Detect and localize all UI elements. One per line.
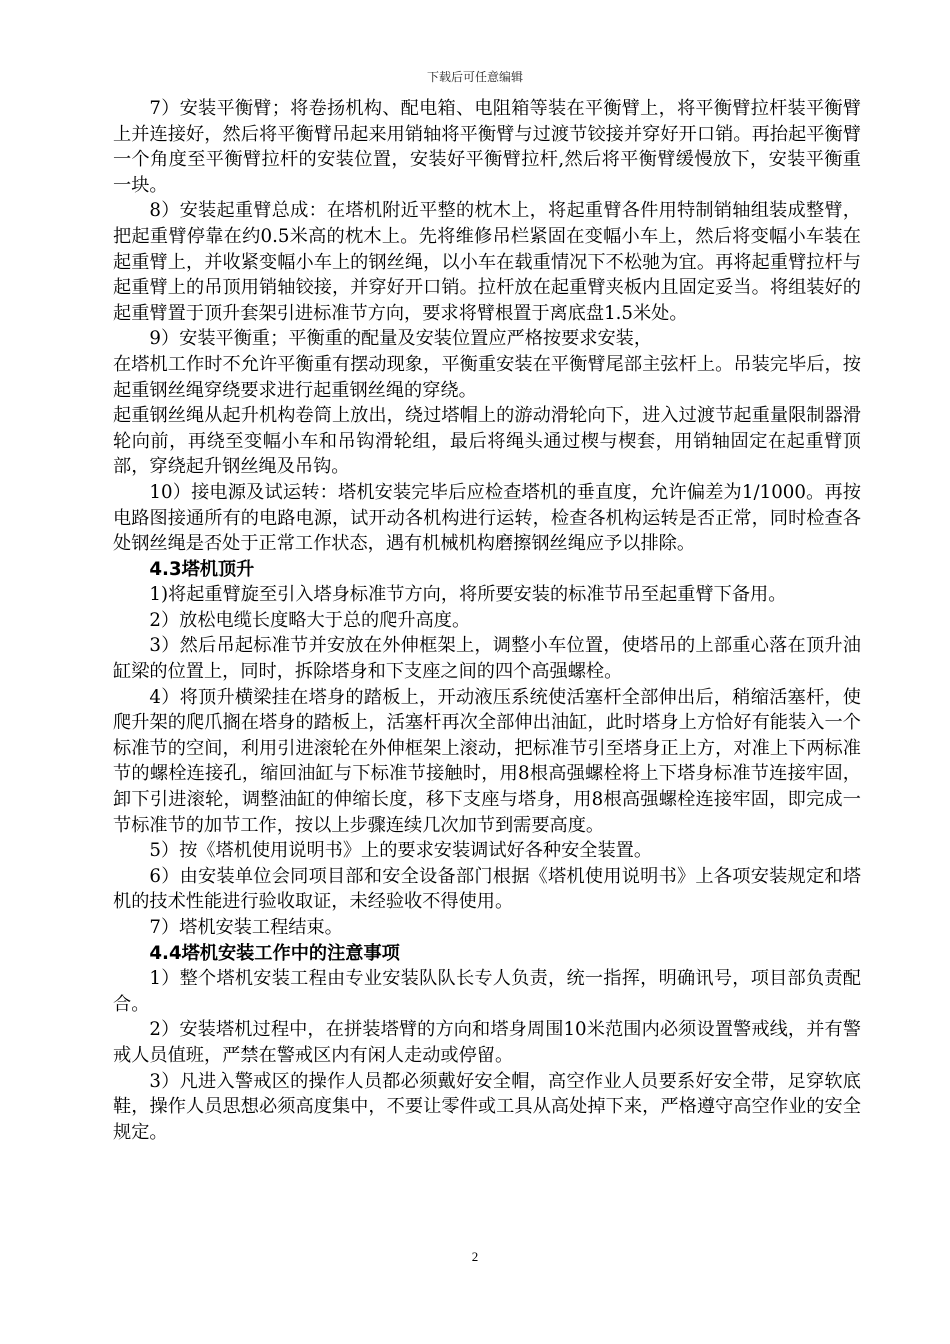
paragraph-jacking-3: 3）然后吊起标准节并安放在外伸框架上，调整小车位置，使塔吊的上部重心落在顶升油缸梁的位置上，同时，拆除塔身和下支座之间的四个高强螺栓。 (113, 635, 861, 683)
paragraph-jacking-1: 1)将起重臂旋至引入塔身标准节方向，将所要安装的标准节吊至起重臂下备用。 (149, 584, 787, 606)
paragraph-counterweight-continued: 在塔机工作时不允许平衡重有摆动现象，平衡重安装在平衡臂尾部主弦杆上。吊装完毕后，按起重钢丝绳穿绕要求进行起重钢丝绳的穿绕。 (113, 353, 861, 401)
paragraph-precaution-1: 1）整个塔机安装工程由专业安装队队长专人负责，统一指挥，明确讯号，项目部负责配合。 (113, 968, 861, 1015)
paragraph-jacking-2: 2）放松电缆长度略大于总的爬升高度。 (149, 609, 471, 631)
page-header: 下载后可任意编辑 (426, 70, 523, 84)
paragraph-jacking-5: 5）按《塔机使用说明书》上的要求安装调试好各种安全装置。 (149, 840, 653, 862)
section-heading-precautions: 4.4塔机安装工作中的注意事项 (149, 942, 400, 964)
page-number: 2 (471, 1249, 479, 1264)
document-body (113, 96, 861, 1145)
paragraph-power-test: 10）接电源及试运转：塔机安装完毕后应检查塔机的垂直度，允许偏差为1/1000。再按电路图接通所有的电路电源，试开动各机构进行运转，检查各机构运转是否正常，同时检查各处钢丝绳是否处于正常工作状态，遇有机械机构磨擦钢丝绳应予以排除。 (113, 481, 861, 555)
paragraph-install-balance-arm: 7）安装平衡臂；将卷扬机构、配电箱、电阻箱等装在平衡臂上，将平衡臂拉杆装平衡臂上并连接好，然后将平衡臂吊起来用销轴将平衡臂与过渡节铰接并穿好开口销。再抬起平衡臂一个角度至平衡臂拉杆的安装位置，安装好平衡臂拉杆,然后将平衡臂缓慢放下，安装平衡重一块。 (113, 98, 861, 196)
paragraph-jacking-7: 7）塔机安装工程结束。 (149, 917, 343, 938)
paragraph-precaution-2: 2）安装塔机过程中，在拼装塔臂的方向和塔身周围10米范围内必须设置警戒线，并有警戒人员值班，严禁在警戒区内有闲人走动或停留。 (113, 1019, 861, 1066)
paragraph-install-jib: 8）安装起重臂总成：在塔机附近平整的枕木上，将起重臂各件用特制销轴组装成整臂，把起重臂停靠在约0.5米高的枕木上。先将维修吊栏紧固在变幅小车上，然后将变幅小车装在起重臂上，并收紧变幅小车上的钢丝绳，以小车在载重情况下不松驰为宜。再将起重臂拉杆与起重臂上的吊顶用销轴铰接，并穿好开口销。拉杆放在起重臂夹板内且固定妥当。将组装好的起重臂置于顶升套架引进标准节方向，要求将臂根置于离底盘1.5米处。 (113, 200, 861, 324)
paragraph-wire-rope: 起重钢丝绳从起升机构卷筒上放出，绕过塔帽上的游动滑轮向下，进入过渡节起重量限制器滑轮向前，再绕至变幅小车和吊钩滑轮组，最后将绳头通过楔与楔套，用销轴固定在起重臂顶部，穿绕起升钢丝绳及吊钩。 (113, 405, 861, 478)
paragraph-precaution-3: 3）凡进入警戒区的操作人员都必须戴好安全帽，高空作业人员要系好安全带，足穿软底鞋，操作人员思想必须高度集中，不要让零件或工具从高处掉下来，严格遵守高空作业的安全规定。 (113, 1070, 861, 1143)
paragraph-jacking-4: 4）将顶升横梁挂在塔身的踏板上，开动液压系统使活塞杆全部伸出后，稍缩活塞杆，使爬升架的爬爪搁在塔身的踏板上，活塞杆再次全部伸出油缸，此时塔身上方恰好有能装入一个标准节的空间，利用引进滚轮在外伸框架上滚动，把标准节引至塔身正上方，对准上下两标准节的螺栓连接孔，缩回油缸与下标准节接触时，用8根高强螺栓将上下塔身标准节连接牢固，卸下引进滚轮，调整油缸的伸缩长度，移下支座与塔身，用8根高强螺栓连接牢固，即完成一节标准节的加节工作，按以上步骤连续几次加节到需要高度。 (113, 686, 861, 836)
paragraph-jacking-6: 6）由安装单位会同项目部和安全设备部门根据《塔机使用说明书》上各项安装规定和塔机的技术性能进行验收取证，未经验收不得使用。 (113, 865, 861, 913)
paragraph-install-counterweight: 9）安装平衡重；平衡重的配量及安装位置应严格按要求安装， (149, 328, 653, 350)
section-heading-jacking: 4.3塔机顶升 (149, 558, 255, 580)
